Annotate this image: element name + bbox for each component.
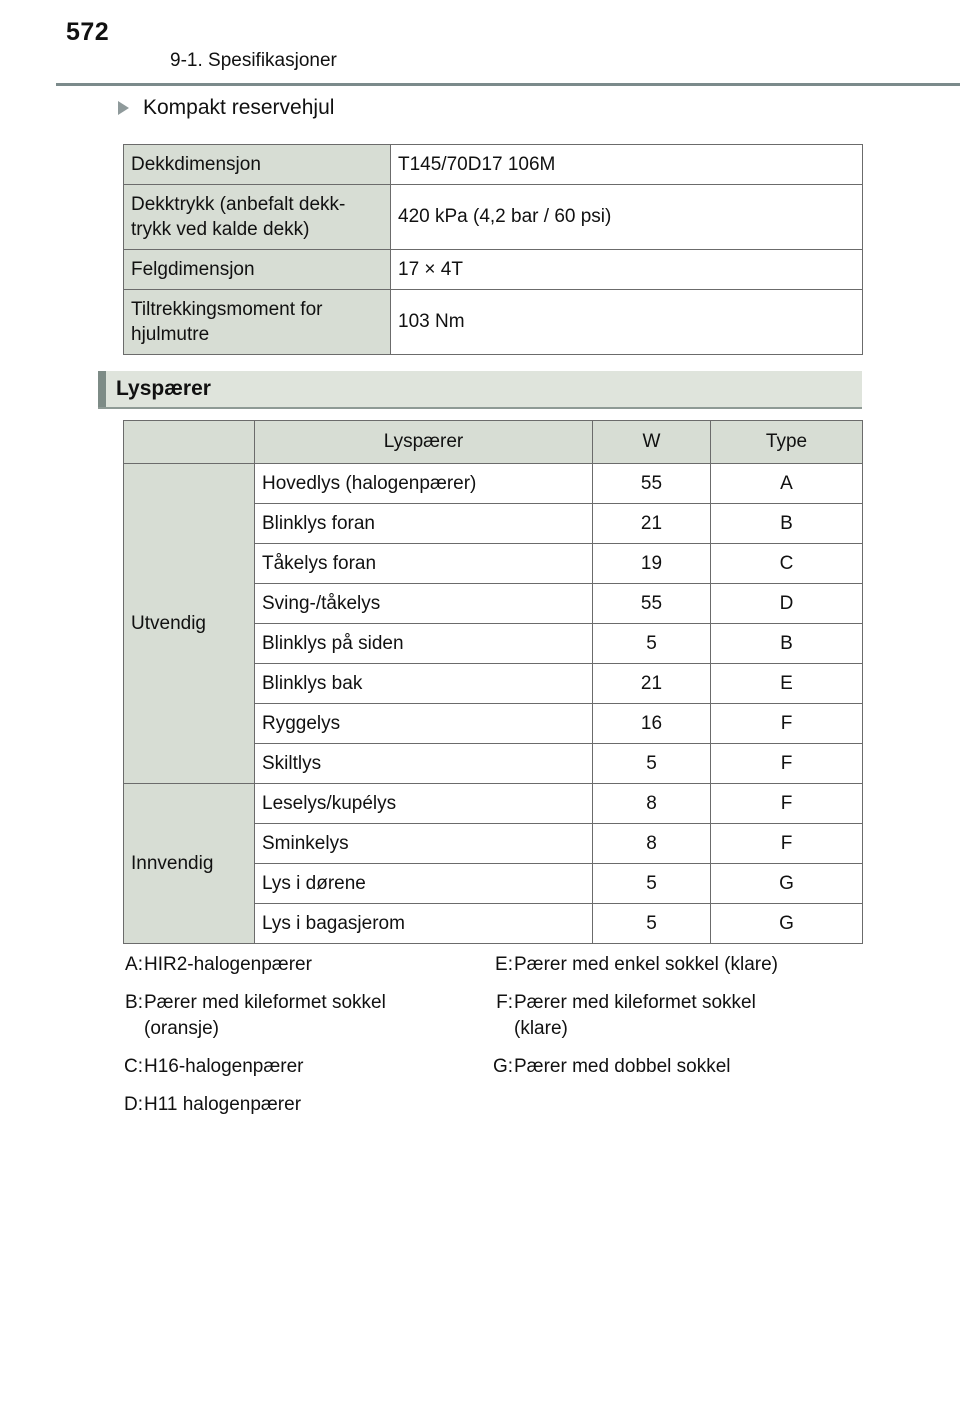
bulb-type: F: [711, 824, 863, 864]
bulb-watt: 21: [593, 664, 711, 704]
bulb-watt: 16: [593, 704, 711, 744]
spec-label-line: hjulmutre: [131, 324, 210, 345]
group-label: Utvendig: [124, 464, 255, 784]
section-title: Lyspærer: [116, 377, 211, 400]
legend-item: [486, 1054, 856, 1080]
table-row: [124, 784, 863, 824]
bulb-type: C: [711, 544, 863, 584]
table-row: [124, 145, 863, 185]
legend-text-line: (klare): [514, 1018, 568, 1039]
bulb-type: B: [711, 624, 863, 664]
bulb-watt: 8: [593, 824, 711, 864]
bulb-type: D: [711, 584, 863, 624]
legend-column-right: [486, 952, 856, 1130]
bulb-type-legend: [116, 952, 856, 1130]
legend-item: [116, 952, 486, 978]
legend-item: [486, 952, 856, 978]
column-header-watt: W: [593, 421, 711, 464]
legend-text: H11 halogenpærer: [144, 1094, 302, 1115]
bulb-watt: 8: [593, 784, 711, 824]
bulb-watt: 55: [593, 464, 711, 504]
legend-text: [144, 990, 486, 1042]
legend-text-line: (oransje): [144, 1018, 219, 1039]
legend-letter: C:: [124, 1056, 143, 1077]
bulb-name: Blinklys foran: [255, 504, 593, 544]
column-header-group: [124, 421, 255, 464]
legend-letter: B:: [125, 992, 143, 1013]
bulb-watt: 55: [593, 584, 711, 624]
bulb-watt: 5: [593, 624, 711, 664]
bulb-watt: 5: [593, 744, 711, 784]
bulb-type: G: [711, 904, 863, 944]
spec-label: [124, 290, 391, 355]
bulb-name: Lys i bagasjerom: [255, 904, 593, 944]
bulb-name: Blinklys bak: [255, 664, 593, 704]
group-label: Innvendig: [124, 784, 255, 944]
legend-column-left: [116, 952, 486, 1130]
bulb-name: Leselys/kupélys: [255, 784, 593, 824]
table-row: [124, 464, 863, 504]
spec-value: 103 Nm: [391, 290, 863, 355]
bulb-name: Ryggelys: [255, 704, 593, 744]
table-row: [124, 250, 863, 290]
bulb-type: F: [711, 784, 863, 824]
bulb-type: G: [711, 864, 863, 904]
table-row: [124, 185, 863, 250]
bulbs-table: [123, 420, 863, 944]
column-header-type: Type: [711, 421, 863, 464]
bulb-name: Tåkelys foran: [255, 544, 593, 584]
legend-letter: G:: [492, 1056, 513, 1077]
legend-letter: A:: [125, 954, 143, 975]
legend-text: HIR2-halogenpærer: [144, 954, 312, 975]
bulb-name: Sving-/tåkelys: [255, 584, 593, 624]
spare-wheel-heading-text: Kompakt reservehjul: [143, 96, 335, 119]
legend-item: [116, 990, 486, 1042]
legend-text: H16-halogenpærer: [144, 1056, 304, 1077]
spec-value: 420 kPa (4,2 bar / 60 psi): [391, 185, 863, 250]
column-header-bulb: Lyspærer: [255, 421, 593, 464]
spec-label: [124, 185, 391, 250]
legend-letter: F:: [496, 992, 513, 1013]
legend-letter: D:: [124, 1094, 143, 1115]
table-header-row: [124, 421, 863, 464]
spare-wheel-table: [123, 144, 863, 355]
legend-text: [514, 990, 856, 1042]
legend-text-line: Pærer med kileformet sokkel: [514, 992, 756, 1013]
header-rule: [56, 83, 960, 86]
bulb-type: B: [711, 504, 863, 544]
section-label: 9-1. Spesifikasjoner: [170, 50, 337, 71]
spec-label: Dekkdimensjon: [124, 145, 391, 185]
legend-letter: E:: [495, 954, 513, 975]
spare-wheel-heading: [118, 96, 334, 120]
legend-text: Pærer med enkel sokkel (klare): [514, 954, 778, 975]
bulb-watt: 19: [593, 544, 711, 584]
legend-item: [116, 1054, 486, 1080]
bulb-type: F: [711, 744, 863, 784]
section-heading-bar: [98, 371, 862, 409]
spec-label: Felgdimensjon: [124, 250, 391, 290]
table-row: [124, 290, 863, 355]
bulb-name: Hovedlys (halogenpærer): [255, 464, 593, 504]
page-number: 572: [66, 18, 110, 46]
bulb-watt: 5: [593, 864, 711, 904]
bulb-name: Skiltlys: [255, 744, 593, 784]
spec-label-line: trykk ved kalde dekk): [131, 219, 310, 240]
spec-label-line: Tiltrekkingsmoment for: [131, 299, 323, 320]
bulb-type: F: [711, 704, 863, 744]
triangle-bullet-icon: [118, 101, 129, 115]
bulb-watt: 5: [593, 904, 711, 944]
legend-row: [116, 952, 856, 1130]
legend-text-line: Pærer med kileformet sokkel: [144, 992, 386, 1013]
spec-label-line: Dekktrykk (anbefalt dekk-: [131, 194, 346, 215]
bulb-type: E: [711, 664, 863, 704]
legend-item: [486, 990, 856, 1042]
bulb-name: Blinklys på siden: [255, 624, 593, 664]
bulb-name: Sminkelys: [255, 824, 593, 864]
legend-item: [116, 1092, 486, 1118]
section-accent: [98, 371, 106, 407]
legend-text: Pærer med dobbel sokkel: [514, 1056, 731, 1077]
bulb-name: Lys i dørene: [255, 864, 593, 904]
spec-value: T145/70D17 106M: [391, 145, 863, 185]
bulb-watt: 21: [593, 504, 711, 544]
spec-value: 17 × 4T: [391, 250, 863, 290]
bulb-type: A: [711, 464, 863, 504]
